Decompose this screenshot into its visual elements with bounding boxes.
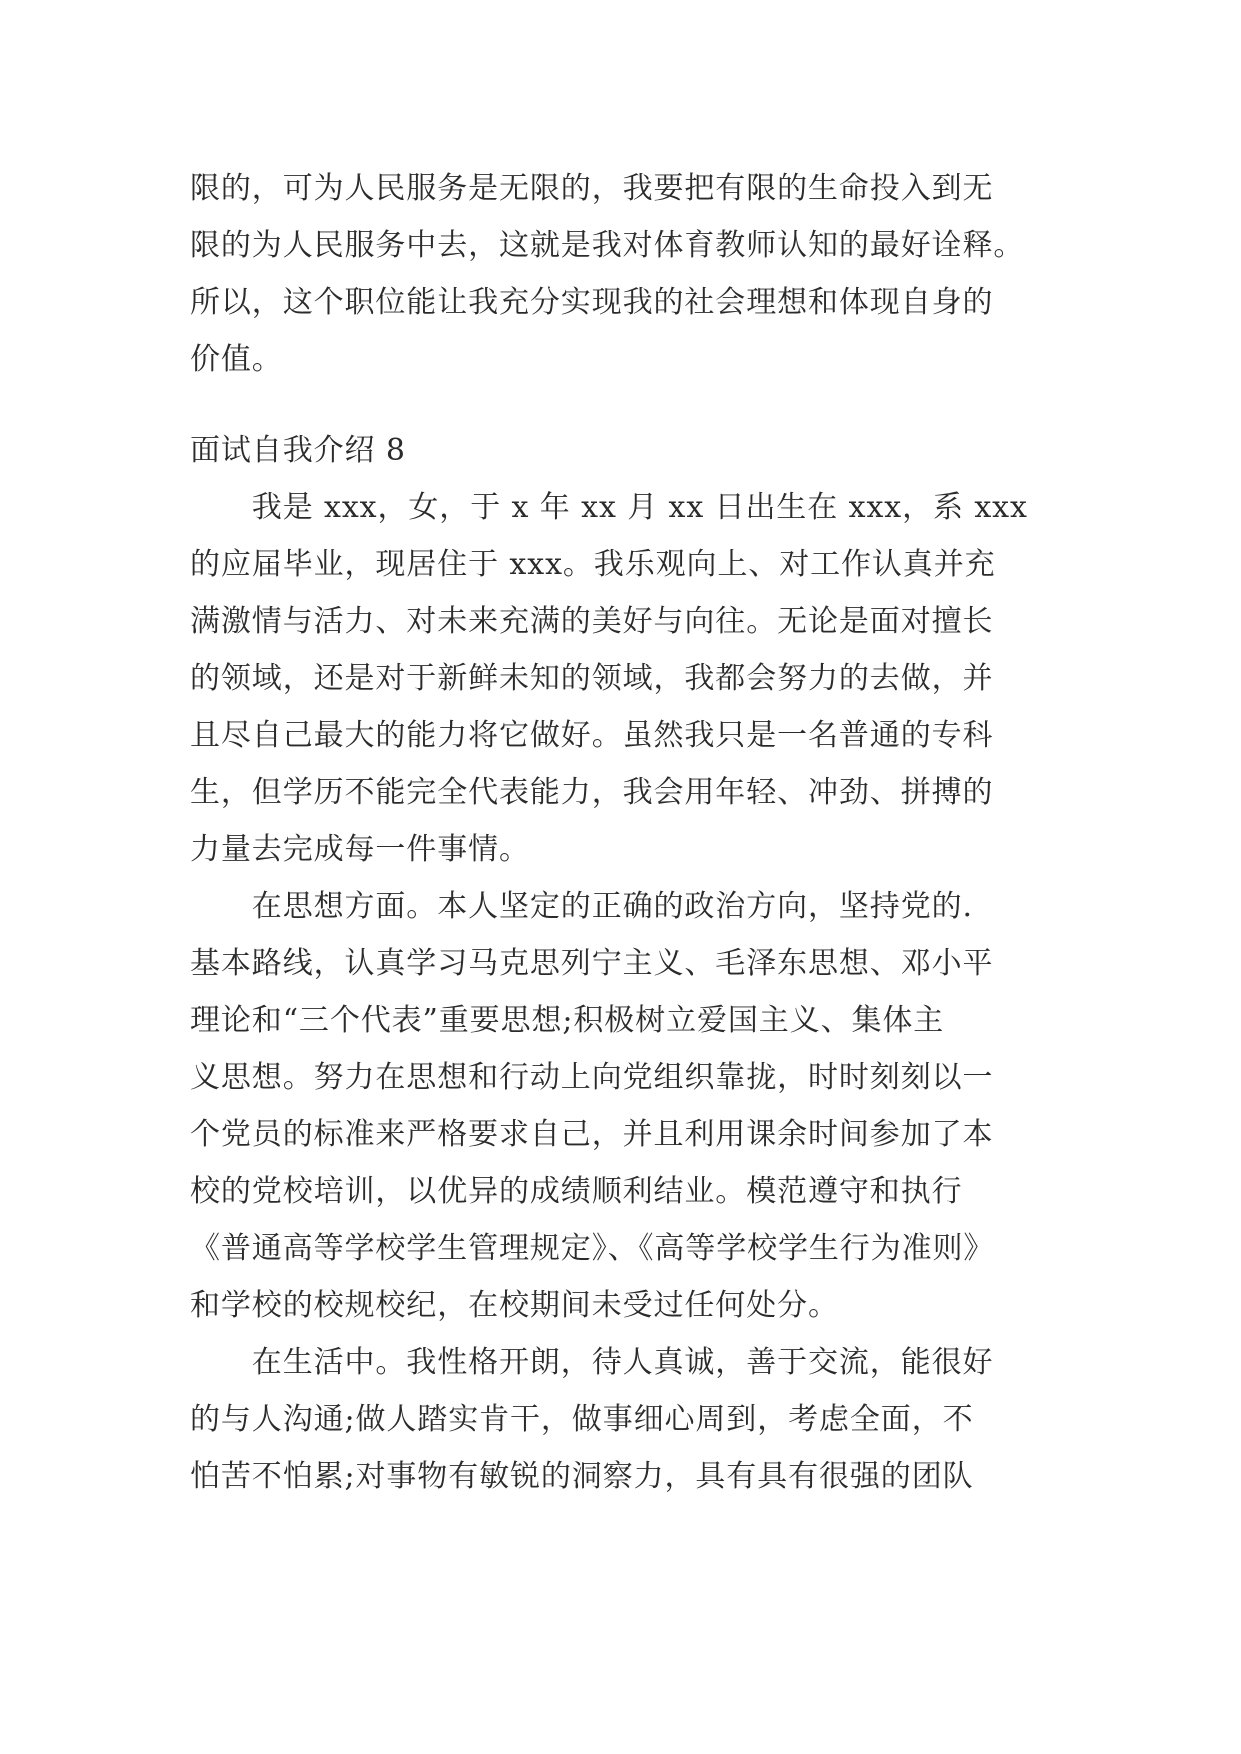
text-line: 的领域，还是对于新鲜未知的领域，我都会努力的去做，并 — [190, 661, 994, 696]
text-line: 满激情与活力、对未来充满的美好与向往。无论是面对擅长 — [190, 604, 994, 639]
text-line: 所以，这个职位能让我充分实现我的社会理想和体现自身的 — [190, 285, 994, 320]
text-line: 且尽自己最大的能力将它做好。虽然我只是一名普通的专科 — [190, 718, 994, 753]
text-line: 基本路线，认真学习马克思列宁主义、毛泽东思想、邓小平 — [190, 946, 994, 981]
text-line: 的与人沟通;做人踏实肯干，做事细心周到，考虑全面，不 — [190, 1402, 974, 1437]
text-line: 力量去完成每一件事情。 — [190, 832, 530, 867]
text-line: 在生活中。我性格开朗，待人真诚，善于交流，能很好 — [190, 1345, 994, 1380]
text-line: 生，但学历不能完全代表能力，我会用年轻、冲劲、拼搏的 — [190, 775, 994, 810]
text-line: 怕苦不怕累;对事物有敏锐的洞察力，具有具有很强的团队 — [190, 1459, 974, 1494]
text-line: 校的党校培训，以优异的成绩顺利结业。模范遵守和执行 — [190, 1174, 963, 1209]
document-text — [190, 160, 1070, 1505]
text-line: 我是 xxx，女，于 x 年 xx 月 xx 日出生在 xxx，系 xxx — [190, 490, 1028, 525]
text-line: 和学校的校规校纪，在校期间未受过任何处分。 — [190, 1288, 839, 1323]
section-gap — [190, 388, 1070, 422]
text-line: 理论和“三个代表”重要思想;积极树立爱国主义、集体主 — [190, 1003, 945, 1038]
text-line: 义思想。努力在思想和行动上向党组织靠拢，时时刻刻以一 — [190, 1060, 994, 1095]
text-line: 价值。 — [190, 342, 283, 377]
text-line: 的应届毕业，现居住于 xxx。我乐观向上、对工作认真并充 — [190, 547, 996, 582]
text-line: 在思想方面。本人坚定的正确的政治方向，坚持党的. — [190, 889, 973, 924]
text-line: 《普通高等学校学生管理规定》、《高等学校学生行为准则》 — [190, 1231, 995, 1266]
text-line: 限的为人民服务中去，这就是我对体育教师认知的最好诠释。 — [190, 228, 1025, 263]
section-heading: 面试自我介绍 8 — [190, 433, 406, 468]
text-line: 个党员的标准来严格要求自己，并且利用课余时间参加了本 — [190, 1117, 994, 1152]
text-line: 限的，可为人民服务是无限的，我要把有限的生命投入到无 — [190, 171, 994, 206]
